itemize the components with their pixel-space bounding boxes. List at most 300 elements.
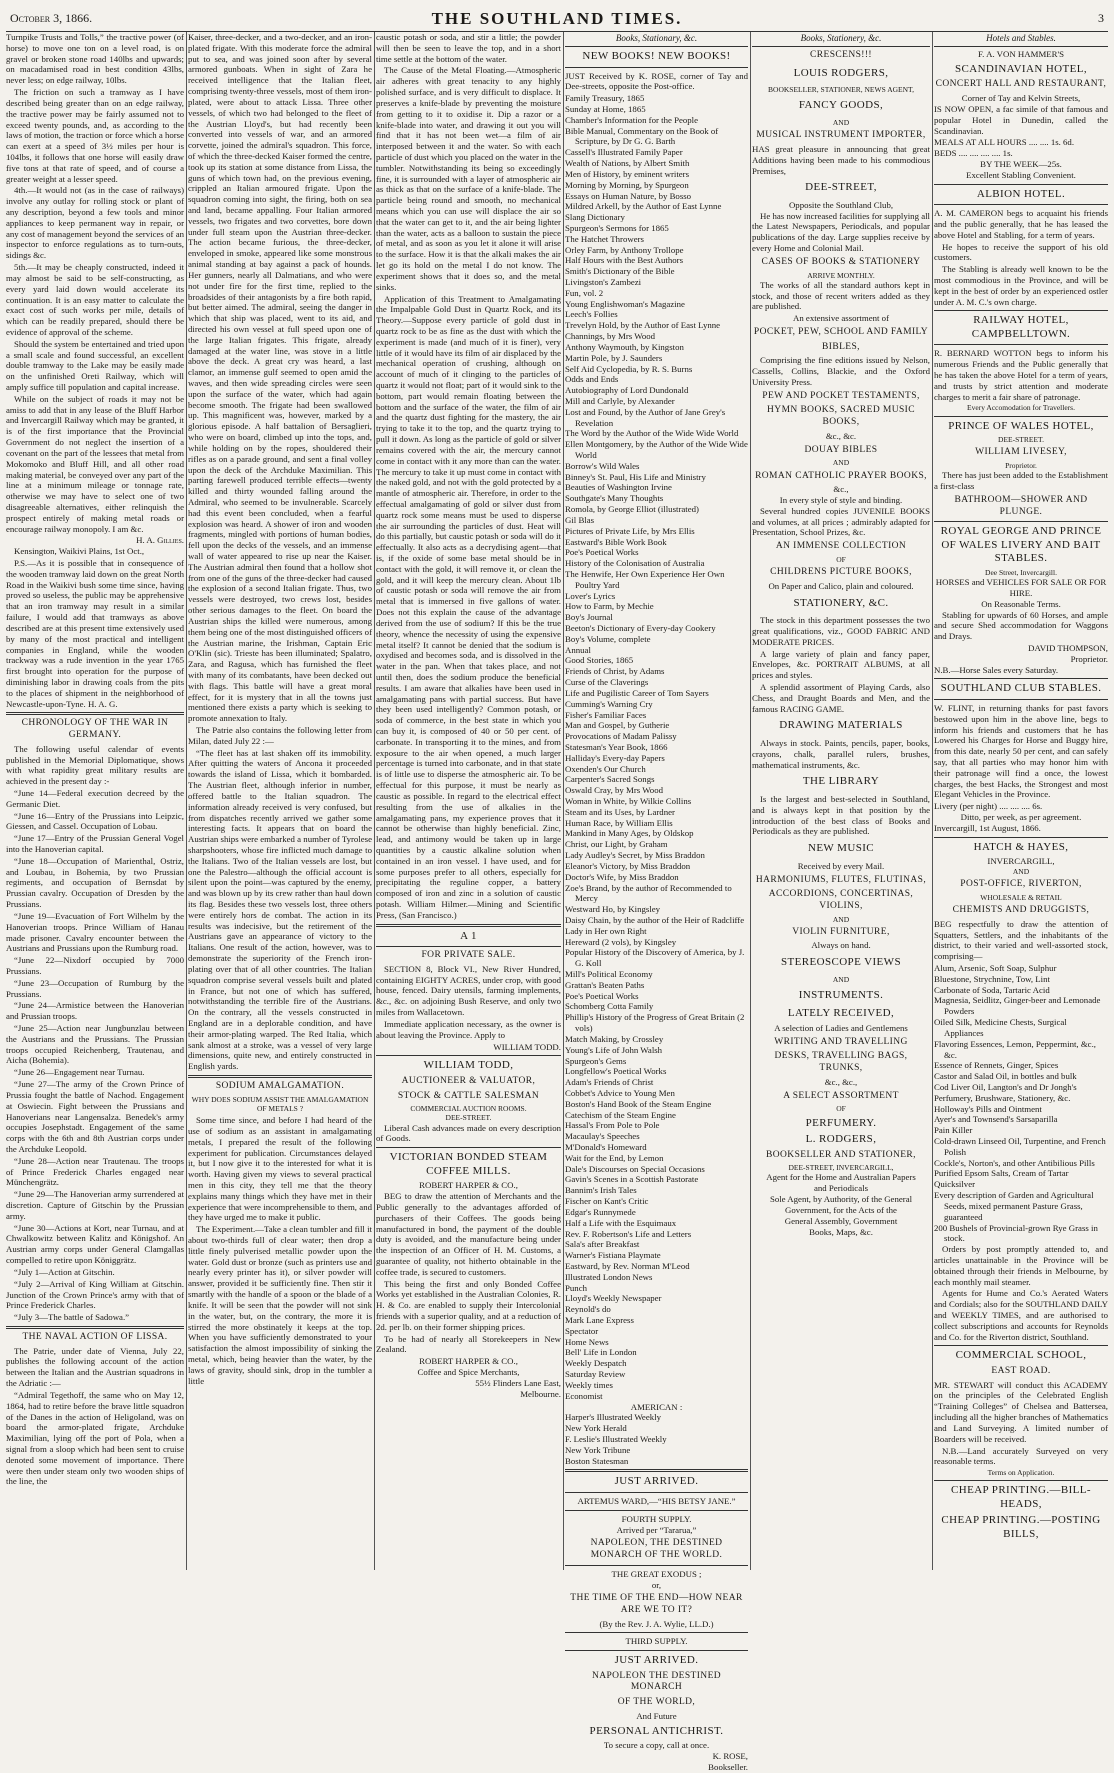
cheap-printing: CHEAP PRINTING.—POSTING BILLS, [941,1514,1101,1540]
fancy-goods: FANCY GOODS, [798,99,884,112]
napoleon-world: OF THE WORLD, [617,1697,696,1708]
wylie: (By the Rev. J. A. Wylie, LL.D.) [599,1618,714,1629]
book-item: Cobbet's Advice to Young Men [565,1087,675,1098]
sale-heading: FOR PRIVATE SALE. [421,950,516,961]
book-item: Fischer on Kant's Critic [565,1196,649,1207]
selection: A selection of Ladies and Gentlemens [774,1023,908,1033]
pocket-bibles: POCKET, PEW, SCHOOL AND FAMILY [753,327,929,338]
instruments: INSTRUMENTS. [798,988,884,1001]
rose-sig: K. ROSE, [712,1750,748,1761]
dee-street: DEE-STREET, [805,181,877,194]
lissa-para: The Patrie, under date of Vienna, July 22, publishes the following account of the action between the Italian and the Austrian squadrons in the Adriatic :— [6,1345,184,1389]
divider [376,1055,561,1056]
book-item: Binney's St. Paul, His Life and Ministry [565,471,706,482]
milan-letter: “The fleet has at last shaken off its immobility. After quitting the waters of Ancona it proceeded towards the island of Lissa, which it bombarded. The Austrian fleet, although inferior in number, offered battle to the Italian squadron. The information already received is very confused, but from dispatches recently arrived we gather some interesting facts. It appears that on board the Austrian ships were embarked a number of Tyrolese sharpshooters, whose fire inflicted much damage to the Italians. Two of the Italian vessels are lost, but one the Palestro—although the official account is silent upon the point—was captured by the enemy, and was blown up by its crew rather than haul down its flag. Besides these two vessels lost, three others were entirely hors de combat. The action in its results was indecisive, but the retirement of the Austrians gave an appearance of victory to the Italians. One result of the action, however, was to demonstrate the superiority of the French iron-plating over that of all other countries. The Italian squadron comprise several vessels built and plated in France, but not one of which has suffered, notwithstanding the terrible fire of the Austrians. On the contrary, all the vessels constructed in England are in a deplorable condition, and have their armor-plating warped. The Red Italia, which sank almost at a stroke, was a vessel of very large dimensions, quite new, and entirely constructed in English yards. [188,747,372,1072]
book-item: Men of History, by eminent writers [565,168,690,179]
todd-street: DEE-STREET. [445,1113,492,1123]
desks: DESKS, TRAVELLING BAGS, TRUNKS, [774,1051,908,1074]
artemus-ward: ARTEMUS WARD,—“HIS BETSY JANE.” [577,1495,736,1506]
divider [565,67,748,68]
book-item: Trevelyn Hold, by the Author of East Lynne [565,320,721,331]
stabling: Excellent Stabling Convenient. [966,169,1076,180]
divider [376,924,561,927]
harmoniums: HARMONIUMS, FLUTES, FLUTINAS, [755,874,927,885]
stock-item: Cold-drawn Linseed Oil, Turpentine, and French Polish [934,1136,1106,1157]
book-item: Rev. F. Robertson's Life and Letters [565,1228,692,1239]
letter-signature: H. A. Gillies. [136,535,184,546]
book-item: Young Englishwoman's Magazine [565,298,685,309]
book-item: Hereward (2 vols), by Kingsley [565,936,677,947]
stock-item: Perfumery, Brushware, Stationery, &c. [934,1092,1071,1103]
fourth-supply: FOURTH SUPPLY. [621,1513,692,1524]
ditto: Ditto, per week, as per agreement. [960,812,1082,823]
column-rule [186,32,187,1570]
etc: &c., &c. [825,430,857,441]
or: or, [651,1579,662,1590]
time-of-end: THE TIME OF THE END—HOW NEAR ARE WE TO IT? [570,1593,743,1615]
book-item: Channings, by Mrs Wood [565,331,656,342]
travellers: Every Accomodation for Travellers. [967,403,1075,413]
writing: WRITING AND TRAVELLING [774,1036,908,1047]
every-mail: Received by every Mail. [797,860,885,871]
children-books: CHILDRENS PICTURE BOOKS, [770,567,912,578]
scandinavian: SCANDINAVIAN HOTEL, [954,62,1088,75]
lissa-heading: THE NAVAL ACTION OF LISSA. [22,1331,168,1342]
proprietor: Proprietor. [1005,461,1037,471]
todd-title: STOCK & CATTLE SALESMAN [397,1090,540,1101]
rodgers-text: Several hundred copies JUVENILE BOOKS and volumes, at all prices ; admirably adapted for Presentation, School Prizes, &c. [752,505,930,538]
of-word: OF [836,1104,846,1114]
book-item: Boy's Journal [565,612,613,623]
flint-date: Invercargill, 1st August, 1866. [934,822,1041,833]
divider [934,678,1108,679]
divider [565,1650,748,1651]
stock-item: Carbonate of Soda, Tartaric Acid [934,984,1050,995]
column-rule [750,32,751,1570]
rose-intro: JUST Received by K. ROSE, corner of Tay and Dee-streets, opposite the Post-office. [565,70,748,92]
book-item: Odds and Ends [565,374,619,385]
column-2 [188,32,372,1570]
todd-advances: Liberal Cash advances made on every description of Goods. [376,1122,561,1144]
book-item: Boston's Hand Book of the Steam Engine [565,1098,712,1109]
east-road: EAST ROAD. [991,1365,1051,1376]
book-item: History of the Colonisation of Australia [565,558,705,569]
hotel-text: R. BERNARD WOTTON begs to inform his numerous Friends and the Public generally that he has taken the above Hotel for a term of years, and trusts by strict attention and moderate charges to merit a fair share of patronage. [934,348,1108,402]
book-item: Eastward's Bible Work Book [565,536,667,547]
divider [565,1469,748,1472]
book-item: Young's Life of John Walsh [565,1044,663,1055]
stock-item: Holloway's Pills and Ointment [934,1103,1042,1114]
rodgers-text: Comprising the fine editions issued by Nelson, Cassells, Collins, Blackie, and the Oxford University Press. [752,355,930,387]
book-item: Fisher's Familiar Faces [565,709,647,720]
opposite: Opposite the Southland Club, [788,199,894,210]
divider [934,416,1108,417]
library-heading: THE LIBRARY [802,775,880,788]
monthly: ARRIVE MONTHLY. [807,270,875,280]
book-item: Economist [565,1390,603,1401]
dee-street-inv: DEE-STREET, INVERCARGILL, [788,1163,894,1173]
new-books-heading: NEW BOOKS! NEW BOOKS! [582,50,731,63]
book-item: Edgar's Runnymede [565,1206,636,1217]
divider [934,521,1108,522]
stock-item: Oiled Silk, Medicine Chests, Surgical Appliances [934,1017,1067,1038]
tramway-letter-para: 5th.—It may be cheaply constructed, indeed it may almost be said to be self-constructing, as every yard laid down would accelerate its continuation. It is an easy matter to calculate the exact cost of such works per mile, details of which can be readily prepared, should there be evidence of approval of the scheme. [6,262,184,337]
book-item: Self Aid Cyclopedia, by R. S. Burns [565,363,693,374]
book-item: Eastward, by Rev. Norman M'Leod [565,1260,690,1271]
book-item: Christ, our Light, by Graham [565,839,668,850]
book-item: Home News [565,1336,609,1347]
select-assortment: A SELECT ASSORTMENT [783,1090,899,1101]
sale-signature: WILLIAM TODD. [493,1041,561,1052]
book-item: Human Race, by William Ellis [565,817,673,828]
corner: Corner of Tay and Kelvin Streets, [961,93,1081,104]
american-paper: New York Tribune [565,1444,631,1455]
stock-item: Cod Liver Oil, Langton's and Dr Jongh's [934,1081,1077,1092]
book-item: Saturday Review [565,1369,626,1380]
divider [934,1480,1108,1481]
proprietor: Proprietor. [1070,653,1108,664]
divider [934,344,1108,345]
book-item: Family Treasury, 1865 [565,93,645,104]
book-item: The Henwife, Her Own Experience Her Own Poultry Yard [565,568,725,590]
coffee-firm: ROBERT HARPER & CO., [419,1180,518,1191]
stock-item: Pain Killer [934,1125,973,1136]
chemist-stock-list [934,963,1108,1244]
book-item: Fun, vol. 2 [565,287,604,298]
divider [6,712,184,715]
bibles: BIBLES, [822,341,860,352]
book-item: How to Farm, by Mechie [565,601,654,612]
hotel-text: A. M. CAMERON begs to acquaint his friends and the public generally, that he has leased the above Hotel and Stabling, for a term of years. [934,208,1108,240]
periodicals: and Periodicals [814,1183,868,1194]
assembly: General Assembly, Government [784,1215,898,1226]
stock-item: Quicksilver [934,1179,976,1190]
book-item: Illustrated London News [565,1271,653,1282]
columns [6,32,1108,1772]
letter-dateline: Kensington, Waikivi Plains, 1st Oct., [14,546,145,557]
stock-item: Cockle's, Norton's, and other Antibilious Pills [934,1157,1095,1168]
hotel-text: There has just been added to the Establishment a first-class [934,470,1108,492]
drawing-heading: DRAWING MATERIALS [779,719,903,732]
column-3 [376,32,561,1570]
book-item: Mill's Political Economy [565,969,653,980]
book-item: Mark Lane Express [565,1315,634,1326]
antichrist: PERSONAL ANTICHRIST. [589,1724,724,1737]
hotel-text: He hopes to receive the support of his old customers. [934,241,1108,263]
chronology-event: “June 16—Entry of the Prussians into Leipzic, Giessen, and Cassel. Occupation of Lobau. [6,810,184,832]
coffee-sig: Coffee and Spice Merchants, [417,1367,520,1378]
issue-date: October 3, 1866. [10,11,93,25]
divider [934,204,1108,205]
book-item: Bible Manual, Commentary on the Book of Scripture, by Dr G. G. Barth [565,125,719,147]
book-item: Ellen Montgomery, by the Author of the Wide Wide World [565,439,748,461]
meals: MEALS AT ALL HOURS .... .... 1s. 6d. [934,137,1075,148]
sodium-para: The Cause of the Metal Floating.—Atmospheric air adheres with great tenacity to any highly polished surface, and is very difficult to displace. It preserves a knife-blade by preventing the moisture from getting to it to oxidise it. Dip a razor or a knife-blade into water, and drawing it out you will find that it has not been wet—a film of air interposed between it and the water. So with each particle of dust which you placed on the water in the tumbler. Notwithstanding its being so exceedingly fine, it is surrounded with a layer of atmospheric air as thick as that on the surface of a knife-blade. The particle being round and smooth, no mechanical means which you can use will displace the air so that the water can get to it, and the air being lighter than the water, acts as a balloon to sustain the piece of metal, and as soon as you let it alone it will arise to the surface. How it is that the alkali makes the air let go its hold on the metal I do not know. The experiment shows that it does so, and the metal sinks. [376,65,561,292]
divider [565,1510,748,1511]
extensive: An extensive assortment of [792,313,889,324]
todd-title: AUCTIONEER & VALUATOR, [401,1075,536,1086]
testaments: PEW AND POCKET TESTAMENTS, [762,390,920,401]
book-item: Lady Audley's Secret, by Miss Braddon [565,850,705,861]
douay: DOUAY BIBLES [804,444,878,455]
book-item: Spurgeon's Gems [565,1055,627,1066]
book-item: Pictures of Private Life, by Mrs Ellis [565,525,695,536]
bookseller-stationer: BOOKSELLER AND STATIONER, [766,1149,916,1160]
book-item: Mill and Carlyle, by Alexander [565,395,675,406]
tararua: Arrived per “Tararua,” [616,1524,697,1535]
book-item: Spurgeon's Sermons for 1865 [565,222,669,233]
sodium-para: The Experiment.—Take a clean tumbler and fill it about two-thirds full of clear water; then drop a little finely pulverised metallic powder upon the water. Gold dust or bronze (such as printers use and nearly every printer has it), or silver powder will answer, provided it be sufficiently fine. Then stir it smartly with the handle of a spoon or the blade of a knife. It will be seen that the powder will not sink in the water, but, on the contrary, the more it is stirred the more obstinately it keeps at the top. When you have sufficiently demonstrated to your satisfaction the almost impossibility of sinking the metal, which, being heavier than the water, by the laws of gravity, should sink, drop in the tumbler a little [188,1224,372,1386]
coffee-text: To be had of nearly all Storekeepers in New Zealand. [376,1333,561,1355]
coffee-text: This being the first and only Bonded Coffee Works yet established in the Australian Colonies, R. H. & Co. are enabled to supply their Intercolonial friends with a superior quality, and at a reduction of 2d. per lb. on their former shipping prices. [376,1278,561,1332]
royal-address: Dee Street, Invercargill. [985,567,1057,577]
coffee-heading: VICTORIAN BONDED STEAM COFFEE MILLS. [389,1151,548,1177]
american-paper: New York Herald [565,1423,627,1434]
cases-heading: CASES OF BOOKS & STATIONERY [761,256,921,267]
divider [934,310,1108,311]
immense: AN IMMENSE COLLECTION [775,541,907,552]
book-item: Bell' Life in London [565,1347,637,1358]
ad-section-heading: Books, Stationary, &c. [565,32,748,47]
book-item: Punch [565,1282,587,1293]
sodium-heading: SODIUM AMALGAMATION. [215,1081,345,1091]
chronology-event: “June 18—Occupation of Marienthal, Ostriz, and Loubau, in Bohemia, by two Prussian regiments, and occupation of Bernsdat by Prussian cavalry. Occupation of Dresden by the Prussians. [6,855,184,910]
ad-section-heading: Books, Stationery, &c. [752,32,930,47]
hymn-books: HYMN BOOKS, SACRED MUSIC BOOKS, [767,405,915,428]
book-item: Eleanor's Victory, by Miss Braddon [565,860,691,871]
sodium-subheading: WHY DOES SODIUM ASSIST THE AMALGAMATION OF METALS ? [191,1094,369,1113]
of-word: OF [836,554,846,564]
rodgers-text: Is the largest and best-selected in Southland, and is always kept in that position by the introduction of the best class of Books and Periodicals as they are published. [752,793,930,837]
book-item: Schomberg Cotta Family [565,1001,654,1012]
book-item: Morning by Morning, by Spurgeon [565,179,689,190]
chronology-event: “June 22—Nixdorf occupied by 7000 Prussians. [6,955,184,976]
hotel-text: W. FLINT, in returning thanks for past favors bestowed upon him in the above line, begs to inform his friends and customers that he has Lowered his Charges for Horse and Buggy hire, from this date, nearly 50 per cent, and can safely say, that all parties who may honor him with their patronage will find a once, the lowest charges, the best Hacks, the Strongest and most Elegant Vehicles in the Province. [934,702,1108,800]
book-item: Orley Farm, by Anthony Trollope [565,244,684,255]
book-item: Romola, by George Elliot (illustrated) [565,504,699,515]
book-item: Sala's after Breakfast [565,1239,640,1250]
book-item: Westward Ho, by Kingsley [565,904,661,915]
chronology-event: “July 3—The battle of Sadowa.” [14,1312,130,1323]
and-word: AND [832,458,850,468]
rodgers-text: He has now increased facilities for supplying all the Latest Newspapers, Periodicals, and popular publications of the day. Large supplies receive by every Home and Colonial Mail. [752,210,930,254]
column-rule [374,32,375,1570]
book-item: Provocations of Madam Palissy [565,731,677,742]
stock-item: Purified Epsom Salts, Cream of Tartar [934,1168,1069,1179]
divider [188,1075,372,1078]
rodgers-text: Always in stock. Paints, pencils, paper, books, crayons, chalk, parallel rulers, brushes, mathematical instruments, &c. [752,737,930,770]
club-stables: SOUTHLAND CLUB STABLES. [940,682,1102,695]
book-item: Oxenden's Our Church [565,763,646,774]
hammer: F. A. VON HAMMER'S [977,49,1065,60]
todd-rooms: COMMERCIAL AUCTION ROOMS. [410,1104,527,1114]
prince-of-wales: PRINCE OF WALES HOTEL, [948,419,1094,432]
just-arrived: JUST ARRIVED. [614,1475,699,1488]
book-item: Grattan's Beaten Paths [565,979,645,990]
book-item: Match Making, by Crossley [565,1033,664,1044]
dee-street: DEE-STREET. [998,435,1044,445]
book-item: The Hatchet Throwers [565,233,644,244]
book-item: Dale's Discourses on Special Occasions [565,1163,705,1174]
divider [565,1632,748,1633]
book-item: Statesman's Year Book, 1866 [565,741,668,752]
stock-item: Magnesia, Seidlitz, Ginger-beer and Lemonade Powders [934,995,1101,1017]
chronology-event: “June 17—Entry of the Prussian General Vogel into the Hanoverian capital. [6,833,184,855]
lissa-para: “Admiral Tegethoff, the same who on May 12, 1864, had to retire before the brave little squadron of the Danes in the action of Heligoland, was on board the armor-plated frigate, Archduke Maximilian, lying off the port of Pola, when a signal from a sloop which had been sent to cruise denoted some movement of importance. There were then under steam only two wooden ships of the line, the [6,1389,184,1487]
and-word: AND [1012,866,1030,876]
chronology-heading: CHRONOLOGY OF THE WAR IN GERMANY. [21,718,169,741]
chemists: CHEMISTS AND DRUGGISTS, [952,905,1090,916]
book-item: Weekly Despatch [565,1358,627,1369]
book-item: Daisy Chain, by the author of the Heir of Radcliffe [565,914,745,925]
book-item: Beauties of Washington Irvine [565,482,672,493]
hatch-hayes: HATCH & HAYES, [973,840,1069,853]
horse-sales: N.B.—Horse Sales every Saturday. [934,664,1059,675]
concert-hall: CONCERT HALL AND RESTAURANT, [935,79,1107,90]
page-number: 3 [1097,11,1104,25]
divider [376,946,561,947]
masthead [6,6,1108,32]
book-item: Annual [565,644,591,655]
lately-received: LATELY RECEIVED, [787,1007,895,1020]
column-5 [752,32,930,1570]
music-importer: MUSICAL INSTRUMENT IMPORTER, [756,130,926,141]
book-item: Poe's Poetical Works [565,990,639,1001]
tramway-letter-para: Turnpike Trusts and Tolls,” the tractive power (of horse) to move one ton on a level road, is on gravel or broken stone road 140lbs and upwards; on macadamised road in best condition 43lbs, never less; on edge railway, 10lbs. [6,32,184,86]
beds: BEDS .... .... .... .... 1s. [934,148,1013,159]
school-text: N.B.—Land accurately Surveyed on very reasonable terms. [934,1445,1108,1467]
chronology-event: “June 24—Armistice between the Hanoverian and Prussian troops. [6,1000,184,1022]
book-item: Lost and Found, by the Author of Jane Grey's Revelation [565,406,726,428]
american-paper: Harper's Illustrated Weekly [565,1412,661,1423]
crescens: CRESCENS!!! [810,50,872,61]
book-item: Zoe's Brand, by the author of Recommended to Mercy [565,882,732,904]
american-paper: F. Leslie's Illustrated Weekly [565,1433,667,1444]
divider [376,1147,561,1148]
todd-name: WILLIAM TODD, [423,1059,514,1072]
book-item: Halliday's Every-day Papers [565,752,665,763]
etc: &c., &c., [824,1076,858,1087]
chronology-event: “June 26—Engagement near Turnau. [14,1067,145,1078]
hotel-text: Stabling for upwards of 60 Horses, and ample and secure Shed accommodation for Waggons and Drays. [934,609,1108,642]
column-1 [6,32,184,1570]
napoleon-monarch: NAPOLEON THE DESTINED MONARCH [591,1670,722,1693]
book-item: M'Donald's Homeward [565,1142,647,1153]
tramway-letter-para: The friction on such a tramway as I have described being greater than on an edge railway, the tractive power may be fairly assumed not to exceed twenty pounds, and, as according to the laws of motion, the traction or force which a horse can exert at a speed of 3½ miles per hour is 104lbs, it follows that one horse will easily draw five tons at that rate of speed, and of course a greater weight at a lesser speed. [6,87,184,184]
sole-agent: Sole Agent, by Authority, of the General [769,1194,913,1205]
coffee-sig: Melbourne. [520,1388,561,1399]
book-item: Cumming's Warning Cry [565,698,653,709]
chronology-event: “July 2—Arrival of King William at Gitschin. Junction of the Crown Prince's army with that of Prince Frederick Charles. [6,1278,184,1311]
divider [934,184,1108,185]
book-item: Wealth of Nations, by Albert Smith [565,158,690,169]
book-item: Southgate's Many Thoughts [565,493,664,504]
book-item: Cassell's Illustrated Family Paper [565,147,683,158]
book-item: Life and Pugilistic Career of Tom Sayers [565,687,709,698]
book-item: Catechism of the Steam Engine [565,1109,676,1120]
sodium-continued: caustic potash or soda, and stir a little; the powder will then be seen to leave the top, and in a short time settle at the bottom of the water. [376,32,561,64]
hotel-text: The Stabling is already well known to be the most commodious in the Province, and will be kept in the best of order by an experienced ostler under A. M. C.'s own charge. [934,264,1108,307]
livesey: WILLIAM LIVESEY, [975,447,1067,458]
newspaper-title: THE SOUTHLAND TIMES. [431,8,683,28]
divider [6,1326,184,1329]
book-list [565,93,748,1401]
book-item: Smith's Dictionary of the Bible [565,266,675,277]
stock-item: Bluestone, Strychnine, Tow, Lint [934,973,1050,984]
l-rodgers: L. RODGERS, [805,1133,877,1146]
book-item: Phillip's History of the Progress of Great Britain (2 vols) [565,1012,745,1034]
book-item: Poe's Poetical Works [565,547,639,558]
chemist-text: BEG respectfully to draw the attention of Squatters, Settlers, and the inhabitants of the district, to their varied and well-assorted stock, comprising— [934,918,1108,962]
book-item: Gavin's Scenes in a Scottish Pastorate [565,1174,699,1185]
stock-item: 200 Bushels of Provincial-grown Rye Grass in stock. [934,1222,1098,1244]
ad-section-heading: Hotels and Stables. [934,32,1108,47]
divider [934,1345,1108,1346]
etc: &c., [833,484,849,495]
post-office: POST-OFFICE, RIVERTON, [960,879,1082,890]
stationery-heading: STATIONERY, &C. [793,596,889,609]
american-list [565,1412,748,1466]
stereoscope: STEREOSCOPE VIEWS [781,956,901,969]
coffee-text: BEG to draw the attention of Merchants and the Public generally to the advantages afforded of purchasers of their Coffees. The goods being manufactured in bond, the payment of the double duty is avoided, and the manufacture being under the inspection of an Officer of H. M. Customs, a guarantee of quality, not hitherto obtainable in the coffee trade, is secured to customers. [376,1191,561,1277]
books-maps: Books, Maps, &c. [809,1226,873,1237]
lissa-continued: Kaiser, three-decker, and a two-decker, and an iron-plated frigate. With this moderate force the admiral put to sea, and was joined soon after by several armored gunboats. When in sight of Zara he received intelligence that the Italian fleet, comprising twenty-three vessels, most of them iron-plated, were about to attack Lissa. Three other vessels, of which two had belonged to the fleet of the Austrian Lloyd's, but had recently been converted into vessels of war, and an armored corvette, joined the admiral's squadron. This force, of which the three-decked Kaiser formed the centre, took up its station at some distance from Lissa, the guns of which town had, on the previous evening, crippled an Italian armoured frigate. Upon the squadron coming into sight, the firing, both on sea and land, became appalling. Four Italian armored vessels, two frigates and two corvettes, bore down under full steam upon the Austrian three-decker. The action became furious, the three-decker, enveloped in smoke, appeared like some monstrous animal standing at bay against a pack of hounds. Her gunners, nearly all Dalmatians, and who were not under fire for the first time, replied to the broadsides of their antagonists by a fire both rapid, but better aimed. The admiral, seeing the danger in which that ship was placed, went to its aid, and directed his own vessel at full speed upon one of the large Italian frigates. This frigate, already damaged at the water line, was stove in a little above the deck. A great cry was heard, a last clamor, an immense gulf seemed to open amid the waves, and then wide spreading circles were seen upon the surface of the water, which had again become smooth. The frigate had been swallowed up. This magnificent was, however, marked by a glorious episode. A half battalion of Bersaglieri, who were on board, climbed up into the tops, and, while holding on by the ropes, shouldered their rifles as on a parade ground, and sent a final volley upon the deck of the Archduke Maximilian. This parting farewell produced terrible effects—twenty killed and thirty wounded falling around the Admiral, who seemed to be invulnerable. Scarcely had this event been concluded, when a fearful explosion was heard. A shower of iron and wooden fragments, mingled with portions of human bodies, fell upon the decks of the vessels, and an immense wall of water appeared to rise up near the Kaiser. The Austrian admiral then found that a hollow shot from one of the guns of the three-decker had caused the explosion of a second Italian frigate. Thus, two vessels were destroyed, two crews lost, besides other serious damages to the fleet. On board the Austrian ships the killed were numerous, among them being one of the most distinguished officers of the Austrian marine, the Irishman, Captain Eric O'Klin (sic). Trieste has been illuminated; Spalatro, Zara, and Ragusa, which has furnished the fleet with many of its combatants, have been decked out with flags. This battle will have a great moral effect, for it is mystery that in all the towns just mentioned there exists a party which is seeking to promote annexation to Italy. [188,32,372,724]
tramway-letter-para: While on the subject of roads it may not be amiss to add that in any lease of the Bluff Harbor and Invercargill Railway which may be granted, it is of the first importance that the Provincial Government do not neglect the insertion of a covenant on the part of the lessees that metal from Mokomoko and Bluff Hill, and all other road making material, be conveyed over any part of the line at a minimum mileage or tonnage rate, otherwise we may have to select one of two disagreeable alternatives, either relinquish the prospect entirely of making metal roads or encourage railway monopoly. I am &c. [6,393,184,534]
third-supply: THIRD SUPPLY. [625,1636,688,1647]
rodgers-text: A splendid assortment of Playing Cards, also Chess, and Draught Boards and Men, and the famous RACING GAME. [752,682,930,714]
book-item: Bannim's Irish Tales [565,1185,637,1196]
book-item: Friends of Christ, by Adams [565,666,665,677]
book-item: Essays on Human Nature, by Bosso [565,190,692,201]
book-item: Doctor's Wife, by Miss Braddon [565,871,679,882]
binding: In every style of style and binding. [779,495,903,506]
book-item: Autobiography of Lord Dundonald [565,385,689,396]
book-item: Woman in White, by Wilkie Collins [565,796,692,807]
book-item: Lloyd's Weekly Newspaper [565,1293,662,1304]
tramway-letter-para: 4th.—It would not (as in the case of railways) involve any outlay for rolling stock or plant of any description, beyond a few tools and minor appliances to keep permanent way in repair, or any cost of management beyond the services of an inspector to enforce regulations as to turn-outs, sidings &c. [6,185,184,261]
american-paper: Boston Statesman [565,1455,629,1466]
book-item: Man and Gospel, by Gutherie [565,720,670,731]
and-word: AND [832,914,850,924]
book-item: Mankind in Many Ages, by Oldskop [565,828,694,839]
horses-vehicles: HORSES and VEHICLES FOR SALE OR FOR HIRE. [935,577,1107,598]
column-rule [563,32,564,1570]
book-item: Spectator [565,1325,599,1336]
book-item: Beeton's Dictionary of Every-day Cookery [565,623,716,634]
terms-application: Terms on Application. [987,1468,1055,1478]
commercial-school: COMMERCIAL SCHOOL, [955,1349,1087,1362]
book-item: Reynold's do [565,1304,611,1315]
cheap-printing: CHEAP PRINTING.—BILL-HEADS, [951,1484,1091,1510]
book-item: Popular History of the Discovery of America, by J. G. Koll [565,947,745,969]
chronology-event: “June 30—Actions at Kort, near Turnau, and at Chwalkowitz between Kalitz and Königshof. An Austrian army corps under General Clamgallas compelled to retire upon Königgrätz. [6,1222,184,1266]
book-item: Half Hours with the Best Authors [565,255,684,266]
book-item: Martin Pole, by J. Saunders [565,352,663,363]
livery: Livery (per night) .... .... .... 6s. [934,801,1043,812]
book-item: Carpenter's Sacred Songs [565,774,655,785]
book-item: Leech's Follies [565,309,618,320]
book-item: Steam and its Uses, by Lardner [565,806,675,817]
exodus: THE GREAT EXODUS ; [611,1568,702,1579]
book-item: Curse of the Claverings [565,677,649,688]
agent: Agent for the Home and Australian Papers [766,1172,916,1183]
new-music: NEW MUSIC [807,842,875,855]
perfumery: PERFUMERY. [805,1116,877,1129]
bathroom: BATHROOM—SHOWER AND PLUNGE. [954,494,1088,517]
napoleon: NAPOLEON, THE DESTINED MONARCH OF THE WORLD. [590,1538,723,1561]
book-item: Gil Blas [565,514,595,525]
divider [934,699,1108,700]
